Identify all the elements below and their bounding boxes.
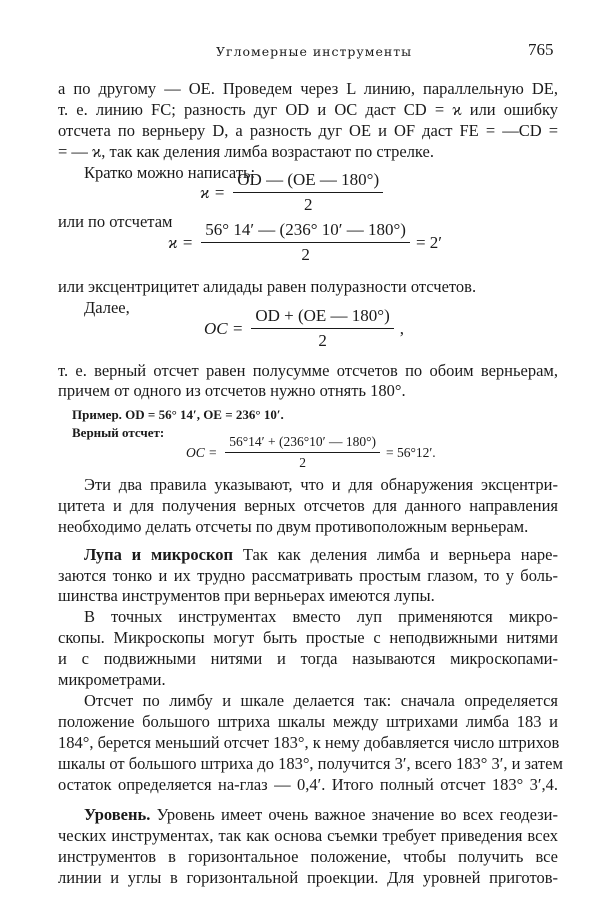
page-number: 765: [528, 40, 554, 59]
text-line: В точных инструментах вместо луп применяются микро-: [84, 607, 558, 626]
text-run: Так как деления лимба и верньера наре-: [242, 545, 559, 564]
formula-kappa: [200, 170, 383, 215]
text-line: причем от одного из отсчетов нужно отнять 180°.: [58, 381, 406, 400]
text-line: инструментов в горизонтальное положение, чтобы получить все: [58, 847, 558, 866]
text-line: заются тонко и их трудно рассматривать простым глазом, то у боль-: [58, 566, 558, 585]
text-line: 184°, берется меньший отсчет 183°, к нему добавляется число штрихов: [58, 733, 560, 752]
fraction: [225, 434, 380, 471]
section-first-line: [84, 805, 558, 825]
text-line: т. е. верный отсчет равен полусумме отсчетов по обоим верньерам,: [58, 361, 558, 380]
text-line: Далее,: [84, 298, 130, 317]
denominator: 2: [318, 331, 327, 350]
section-heading: Лупа и микроскоп: [84, 545, 234, 564]
text-line: ческих инструментах, так как основа съемки требует приведения всех: [58, 826, 558, 845]
example-line: Пример. OD = 56° 14′, OE = 236° 10′.: [72, 407, 284, 422]
text-run: Уровень имеет очень важное значение во всех геодези-: [156, 805, 559, 824]
example-line: Верный отсчет:: [72, 425, 165, 440]
formula-result: = 2′: [415, 232, 442, 252]
fraction: [251, 306, 393, 351]
text-line: т. е. линию FC; разность дуг OD и OC даст CD = ϰ или ошибку: [58, 100, 558, 119]
text-line: или по отсчетам: [58, 212, 173, 231]
denominator: 2: [299, 455, 306, 470]
denominator: 2: [301, 245, 310, 264]
formula-suffix: ,: [399, 318, 405, 338]
formula-lhs: OC =: [186, 444, 218, 460]
text-line: шкалы от большого штриха до 183°, получится 3′, всего 183° 3′, и затем: [58, 754, 563, 773]
text-line: Эти два правила указывают, что и для обнаружения эксцентри-: [84, 475, 558, 494]
text-line: скопы. Микроскопы могут быть простые с неподвижными нитями: [58, 628, 558, 647]
text-line: или эксцентрицитет алидады равен полуразности отсчетов.: [58, 277, 477, 296]
numerator: 56° 14′ — (236° 10′ — 180°): [201, 220, 410, 243]
formula-kappa-numeric: [168, 220, 442, 265]
text-line: а по другому — OE. Проведем через L линию, параллельную DE,: [58, 79, 558, 98]
formula-lhs: ϰ =: [200, 182, 226, 202]
text-line: Кратко можно написать:: [84, 163, 256, 182]
text-line: шинства инструментов при верньерах имеются лупы.: [58, 586, 435, 605]
formula-lhs: OC =: [204, 318, 244, 338]
denominator: 2: [303, 195, 313, 214]
section-heading: Уровень.: [84, 805, 151, 824]
formula-lhs: ϰ =: [168, 232, 194, 252]
section-first-line: [84, 545, 558, 565]
numerator: OD — (OE — 180°): [233, 170, 383, 193]
text-line: линии и углы в горизонтальной проекции. Для уровней приготов-: [58, 868, 558, 887]
formula-oc: [204, 306, 404, 351]
text-line: = — ϰ, так как деления лимба возрастают по стрелке.: [58, 142, 434, 161]
text-line: микрометрами.: [58, 670, 166, 689]
fraction: [233, 170, 383, 215]
numerator: OD + (OE — 180°): [251, 306, 393, 329]
text-line: цитета и для получения верных отсчетов для данного направления: [58, 496, 558, 515]
fraction: [201, 220, 410, 265]
text-line: отсчета по верньеру D, а разность дуг OE и OF даст FE = —CD =: [58, 121, 558, 140]
formula-example: [186, 434, 436, 471]
running-title: Угломерные инструменты: [216, 44, 413, 59]
formula-result: = 56°12′.: [385, 444, 436, 460]
text-line: Отсчет по лимбу и шкале делается так: сначала определяется: [84, 691, 558, 710]
text-line: положение большого штриха шкалы между штрихами лимба 183 и: [58, 712, 558, 731]
text-line: необходимо делать отсчеты по двум противоположным верньерам.: [58, 517, 529, 536]
text-line: остаток определяется на-глаз — 0,4′. Итого полный отсчет 183° 3′,4.: [58, 775, 558, 794]
text-line: и с подвижными нитями и тогда называются микроскопами-: [58, 649, 558, 668]
numerator: 56°14′ + (236°10′ — 180°): [225, 434, 380, 453]
